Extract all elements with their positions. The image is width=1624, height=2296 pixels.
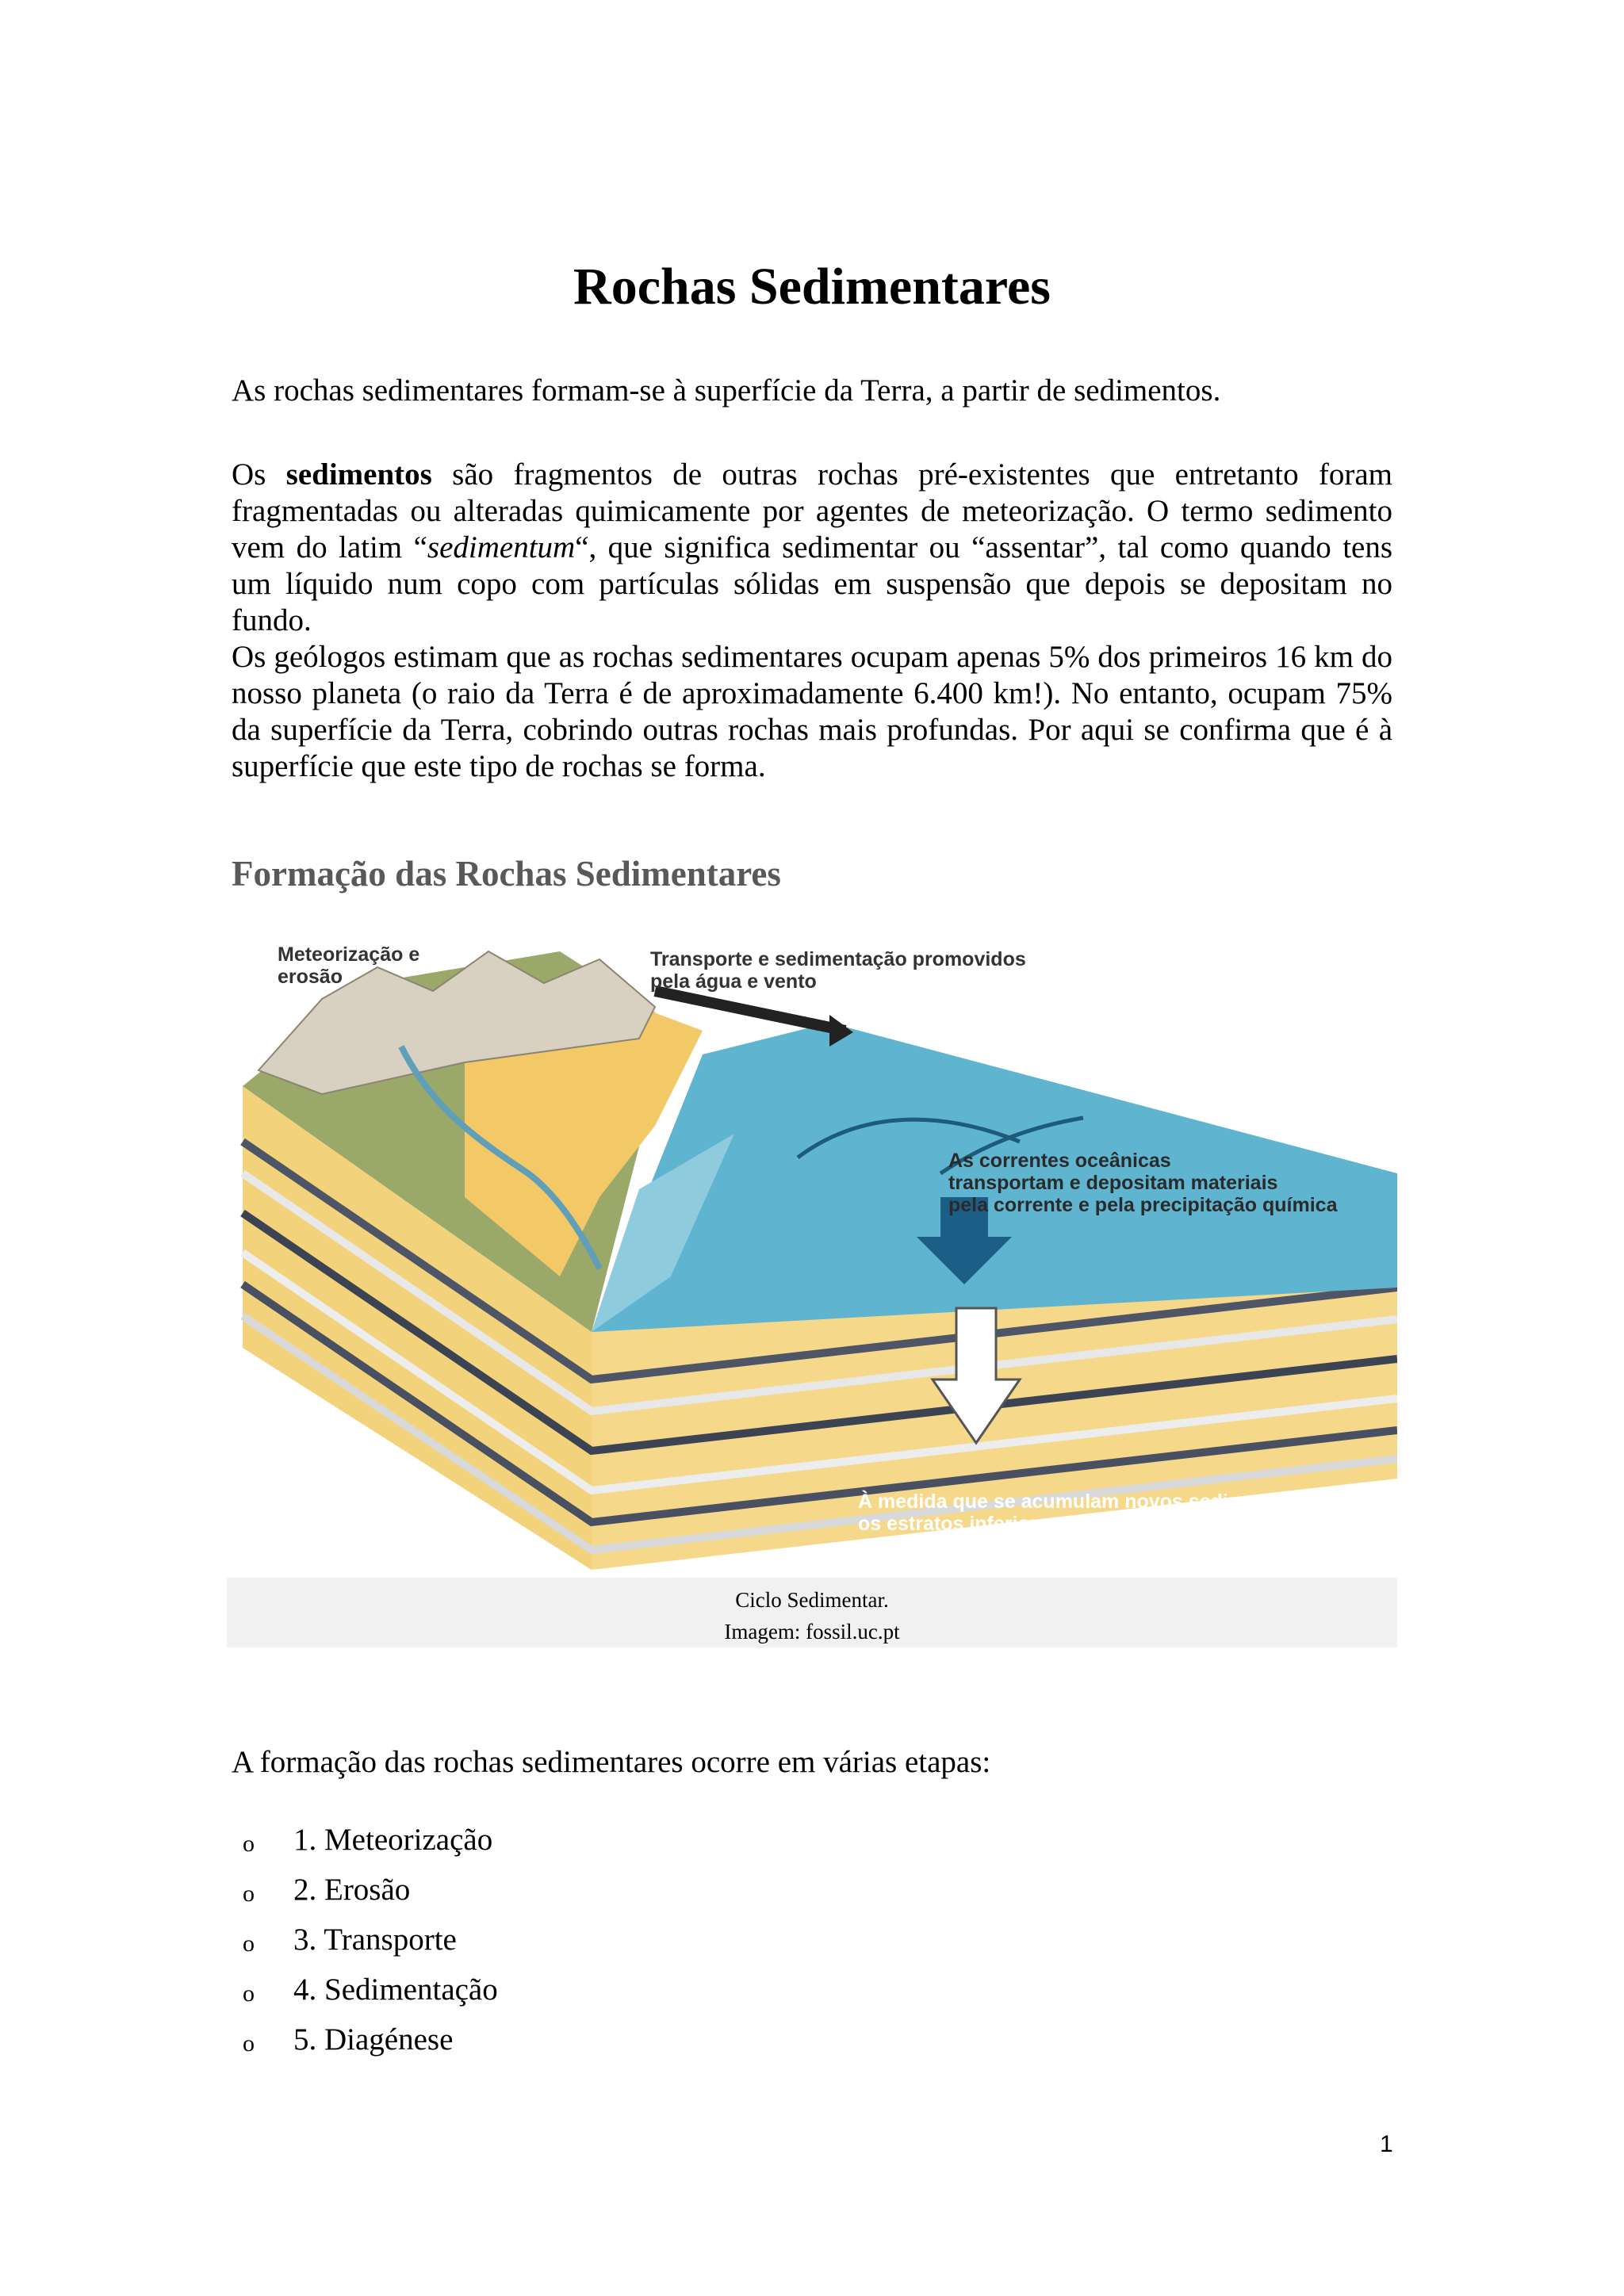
bullet-icon: o xyxy=(243,1931,255,1957)
weathering-label: Meteorização e erosão xyxy=(278,943,420,988)
sediments-paragraph xyxy=(232,457,1392,639)
stages-list xyxy=(243,1822,498,2072)
italic-term: sedimentum xyxy=(427,530,576,564)
list-item xyxy=(243,1972,498,2022)
transport-label: Transporte e sedimentação promovidos pela água e vento xyxy=(650,948,1026,993)
intro-paragraph: As rochas sedimentares formam-se à superfície da Terra, a partir de sedimentos. xyxy=(232,373,1221,408)
list-item xyxy=(243,2022,498,2072)
page-number: 1 xyxy=(1380,2131,1393,2157)
list-item xyxy=(243,1922,498,1972)
page-title: Rochas Sedimentares xyxy=(573,258,1051,316)
accumulation-label: À medida que se acumulam novos sedimentos, os estratos inferiores transformam-se em rochas sedimentares. xyxy=(858,1490,1320,1557)
paragraph-text: são fragmentos de outras rochas pré-existentes que entretanto foram fragmentadas ou alteradas quimicamente por agentes de meteorização. O termo sedimento vem do latim “ xyxy=(232,457,1393,564)
sedimentary-cycle-diagram xyxy=(227,936,1397,1578)
bullet-icon: o xyxy=(243,1980,255,2007)
paragraph-text: “, que significa sedimentar ou “assentar”, tal como quando tens um líquido num copo com partículas sólidas em suspensão que depois se depositam no fundo. xyxy=(232,530,1393,637)
figure-caption: Ciclo Sedimentar. xyxy=(735,1588,889,1612)
bold-term: sedimentos xyxy=(285,457,432,492)
geologists-paragraph: Os geólogos estimam que as rochas sedimentares ocupam apenas 5% dos primeiros 16 km do nosso planeta (o raio da Terra é de aproximadamente 6.400 km!). No entanto, ocupam 75% da superfície da Terra, cobrindo outras rochas mais profundas. Por aqui se confirma que é à superfície que este tipo de rochas se forma. xyxy=(232,640,1392,783)
sedimentary-cycle-figure xyxy=(227,936,1397,1647)
stage-label: 2. Erosão xyxy=(293,1873,411,1907)
figure-credit: Imagem: fossil.uc.pt xyxy=(724,1620,900,1644)
stage-label: 1. Meteorização xyxy=(293,1823,493,1857)
stage-label: 5. Diagénese xyxy=(293,2022,454,2057)
list-item xyxy=(243,1872,498,1922)
stage-label: 4. Sedimentação xyxy=(293,1973,498,2007)
section-title: Formação das Rochas Sedimentares xyxy=(232,854,781,894)
paragraph-text: Os xyxy=(232,457,286,492)
stage-label: 3. Transporte xyxy=(293,1923,457,1957)
currents-label: As correntes oceânicas transportam e depositam materiais pela corrente e pela precipitação química xyxy=(948,1150,1338,1216)
list-item xyxy=(243,1822,498,1872)
bullet-icon: o xyxy=(243,1831,255,1857)
stages-intro: A formação das rochas sedimentares ocorre em várias etapas: xyxy=(232,1745,991,1779)
bullet-icon: o xyxy=(243,2030,255,2057)
bullet-icon: o xyxy=(243,1881,255,1907)
